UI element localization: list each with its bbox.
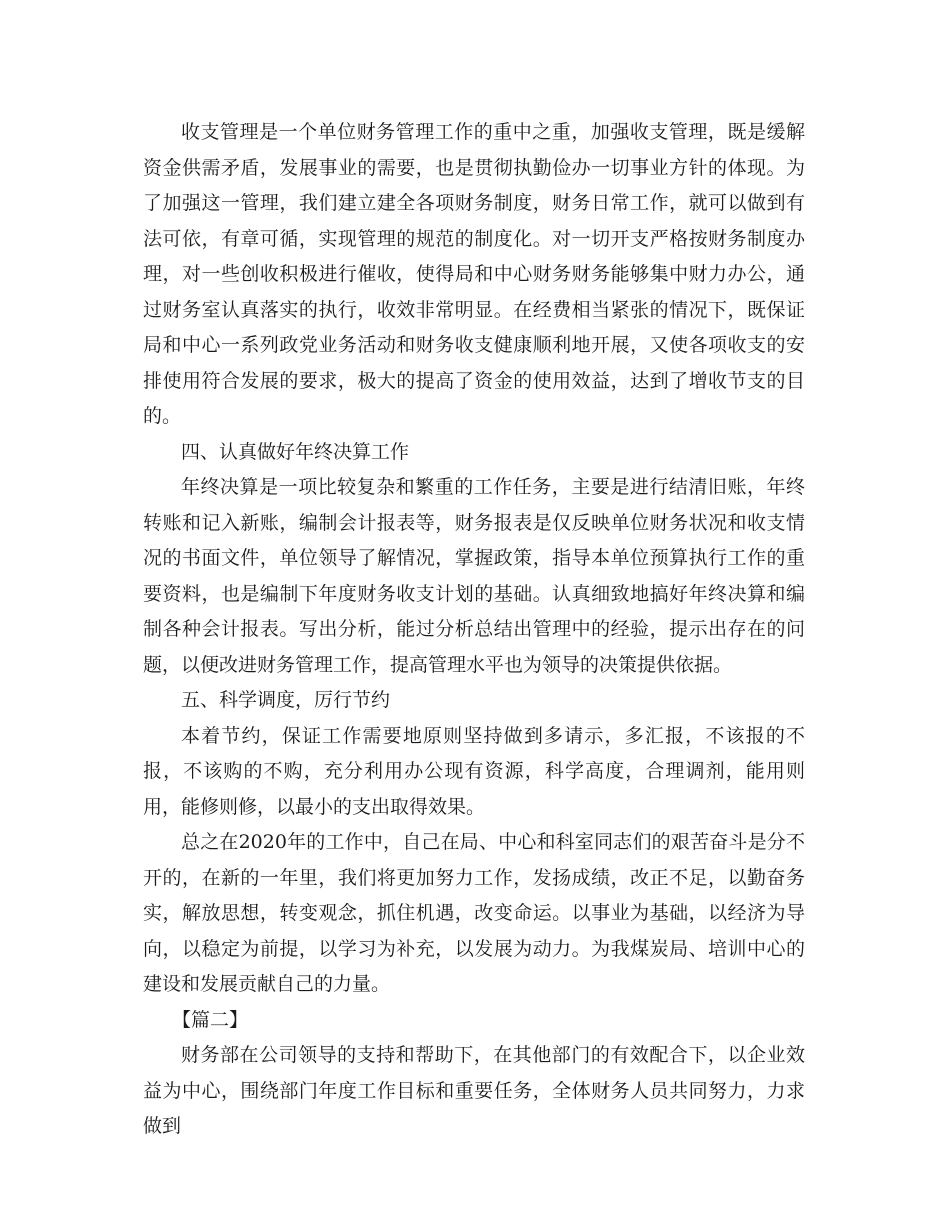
paragraph-summary: 总之在2020年的工作中，自己在局、中心和科室同志们的艰苦奋斗是分不开的，在新的一年里，我们将更加努力工作，发扬成绩，改正不足，以勤奋务实，解放思想，转变观念，抓住机遇，改变命运。以事业为基础，以经济为导向，以稳定为前提，以学习为补充，以发展为动力。为我煤炭局、培训中心的建设和发展贡献自己的力量。: [143, 831, 805, 995]
paragraph-year-end-accounts: 年终决算是一项比较复杂和繁重的工作任务，主要是进行结清旧账，年终转账和记入新账，编制会计报表等，财务报表是仅反映单位财务状况和收支情况的书面文件，单位领导了解情况，掌握政策，指导本单位预算执行工作的重要资料，也是编制下年度财务收支计划的基础。认真细致地搞好年终决算和编制各种会计报表。写出分析，能过分析总结出管理中的经验，提示出存在的问题，以便改进财务管理工作，提高管理水平也为领导的决策提供依据。: [143, 476, 805, 676]
part-two-title: 【篇二】: [172, 1008, 249, 1031]
paragraph-saving-principle: 本着节约，保证工作需要地原则坚持做到多请示，多汇报，不该报的不报，不该购的不购，充分利用办公现有资源，科学高度，合理调剂，能用则用，能修则修，以最小的支出取得效果。: [143, 724, 805, 818]
section-heading-scientific-dispatch: 五、科学调度，厉行节约: [181, 689, 391, 711]
paragraph-finance-department: 财务部在公司领导的支持和帮助下，在其他部门的有效配合下，以企业效益为中心，围绕部门年度工作目标和重要任务，全体财务人员共同努力，力求做到: [143, 1044, 805, 1137]
paragraph-income-expense-management: 收支管理是一个单位财务管理工作的重中之重，加强收支管理，既是缓解资金供需矛盾，发展事业的需要，也是贯彻执勤俭办一切事业方针的体现。为了加强这一管理，我们建立建全各项财务制度，财务日常工作，就可以做到有法可依，有章可循，实现管理的规范的制度化。对一切开支严格按财务制度办理，对一些创收积极进行催收，使得局和中心财务财务能够集中财力办公，通过财务室认真落实的执行，收效非常明显。在经费相当紧张的情况下，既保证局和中心一系列政党业务活动和财务收支健康顺利地开展，又使各项收支的安排使用符合发展的要求，极大的提高了资金的使用效益，达到了增收节支的目的。: [143, 121, 805, 427]
document-body: [143, 115, 805, 1145]
section-heading-year-end-accounts: 四、认真做好年终决算工作: [181, 440, 410, 463]
